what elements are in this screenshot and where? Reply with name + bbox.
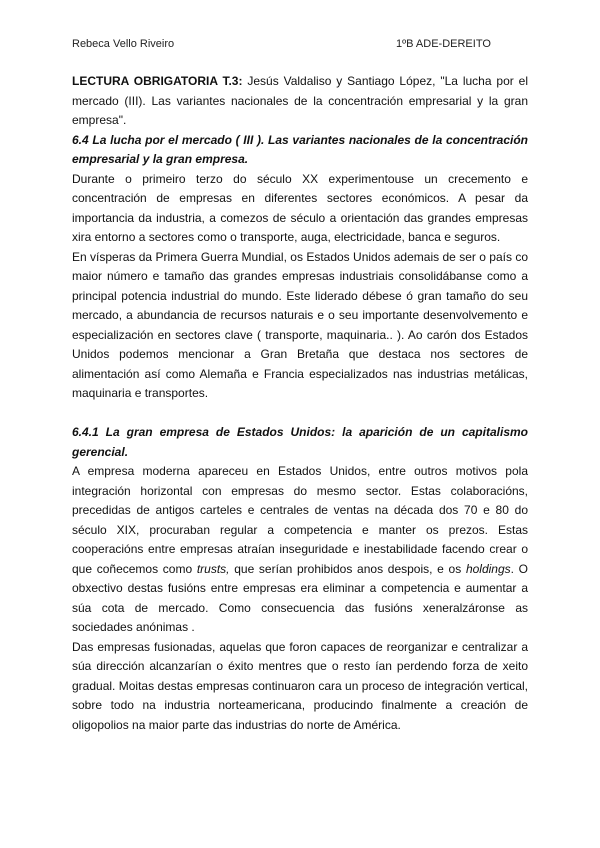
para-text-b: que serían prohibidos anos despois, e os bbox=[229, 561, 466, 576]
section-6-4-paragraph-2: En vísperas da Primera Guerra Mundial, os Estados Unidos ademais de ser o país co maior número e tamaño das grandes empresas industriais consolidábanse como a principal potencia industrial do mundo. Este liderado débese ó gran tamaño do seu mercado, a abundancia de recursos naturais e o seu importante desenvolvemento e especialización en sectores clave ( transporte, maquinaria.. ). Ao carón dos Estados Unidos podemos mencionar a Gran Bretaña que destaca nos sectores de alimentación así como Alemaña e Francia especializados nas industrias metálicas, maquinaria e transportes. bbox=[72, 249, 528, 400]
trusts-term: trusts, bbox=[196, 561, 230, 576]
course-label: 1ºB ADE-DEREITO bbox=[396, 38, 491, 50]
section-6-4-heading: 6.4 La lucha por el mercado ( III ). Las variantes nacionales de la concentración empresarial y la gran empresa. bbox=[72, 132, 528, 166]
section-6-4-paragraph-1: Durante o primeiro terzo do século XX experimentouse un crecemento e concentración de empresas en diferentes sectores económicos. A pesar da importancia da industria, a comezos de século a orientación das grandes empresas xira entorno a sectores como o transporte, auga, electricidade, banca e seguros. bbox=[72, 171, 528, 244]
intro-paragraph bbox=[72, 72, 528, 131]
section-6-4-1-paragraph-2: Das empresas fusionadas, aquelas que foron capaces de reorganizar e centralizar a súa dirección alcanzarían o éxito mentres que o resto ían perdendo forza de xeito gradual. Moitas destas empresas continuaron cara un proceso de integración vertical, sobre todo na industria norteamericana, producindo finalmente a creación de oligopolios na maior parte das industrias do norte de América. bbox=[72, 639, 528, 732]
intro-text: Jesús Valdaliso y Santiago López, "La lucha por el mercado (III). Las variantes nacionales de la concentración empresarial y la gran empresa". bbox=[72, 74, 528, 127]
holdings-term: holdings bbox=[465, 561, 511, 576]
para-text-a: A empresa moderna apareceu en Estados Unidos, entre outros motivos pola integración horizontal con empresas do mesmo sector. Estas colaboracións, precedidas de antigos carteles e centrales de ventas na década dos 70 e 80 do século XIX, procuraban regular a competencia e manter os prezos. Estas cooperacións entre empresas atraían inseguridade e inestabilidade facendo crear o que coñecemos como bbox=[72, 464, 528, 576]
section-6-4-1-heading: 6.4.1 La gran empresa de Estados Unidos: la aparición de un capitalismo gerencial. bbox=[72, 425, 528, 459]
section-6-4-1-paragraph-1 bbox=[72, 462, 528, 638]
paragraph-spacer bbox=[72, 404, 528, 424]
author-name: Rebeca Vello Riveiro bbox=[72, 38, 175, 50]
intro-label: LECTURA OBRIGATORIA T.3: bbox=[72, 74, 243, 88]
document-body bbox=[72, 72, 528, 735]
para-text-c: . O obxectivo destas fusións entre empresas era eliminar a competencia e aumentar a súa cota de mercado. Como consecuencia das fusións xeneralzáronse as sociedades anónimas . bbox=[72, 561, 529, 634]
